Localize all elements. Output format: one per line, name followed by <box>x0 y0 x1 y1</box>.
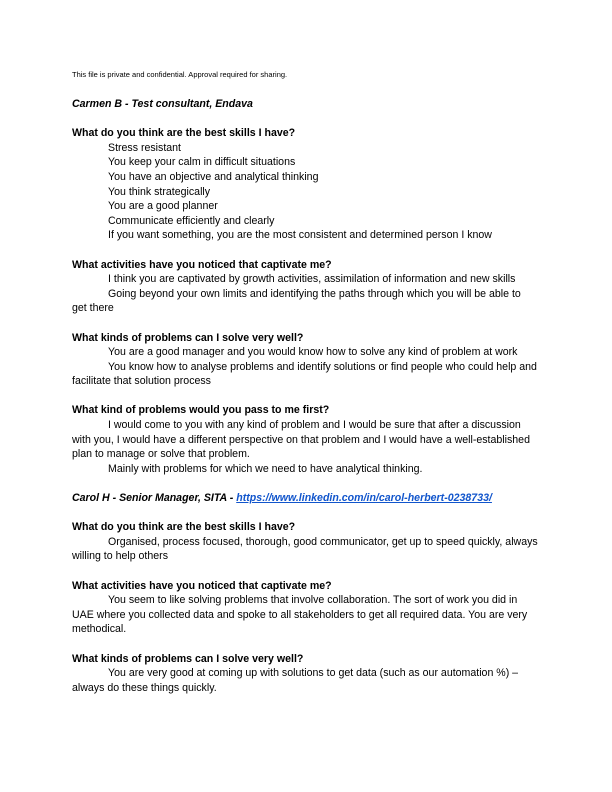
question-heading: What kinds of problems can I solve very well? <box>72 331 304 344</box>
question-heading: What activities have you noticed that captivate me? <box>72 258 332 271</box>
answer-paragraph: Mainly with problems for which we need to have analytical thinking. <box>108 462 423 475</box>
list-item: You think strategically <box>108 185 211 198</box>
person-heading-carol <box>72 491 538 506</box>
list-item: If you want something, you are the most consistent and determined person I know <box>108 229 492 242</box>
section-problems-passed <box>72 403 538 476</box>
question-heading: What do you think are the best skills I have? <box>72 521 296 534</box>
section-problems-solved <box>72 331 538 389</box>
answer-paragraph: I think you are captivated by growth activities, assimilation of information and new skills <box>108 273 516 286</box>
answer-paragraph: Organised, process focused, thorough, good communicator, get up to speed quickly, always willing to help others <box>72 535 538 563</box>
answer-paragraph: You seem to like solving problems that involve collaboration. The sort of work you did in UAE where you collected data and spoke to all stakeholders to get all required data. You are very methodical. <box>72 594 528 636</box>
person-name: Carol H - Senior Manager, SITA - <box>72 492 237 505</box>
answer-paragraph: You are a good manager and you would know how to solve any kind of problem at work <box>108 346 518 359</box>
section-best-skills <box>72 520 538 564</box>
answer-paragraph: You are very good at coming up with solutions to get data (such as our automation %) – always do these things quickly. <box>72 667 519 694</box>
confidentiality-notice: This file is private and confidential. Approval required for sharing. <box>72 70 288 79</box>
document-body <box>72 97 538 710</box>
list-item: Communicate efficiently and clearly <box>108 214 275 227</box>
question-heading: What activities have you noticed that captivate me? <box>72 579 332 592</box>
section-captivating-activities <box>72 258 538 316</box>
list-item: You have an objective and analytical thinking <box>108 170 319 183</box>
list-item: You are a good planner <box>108 200 218 213</box>
question-heading: What kinds of problems can I solve very well? <box>72 652 304 665</box>
question-heading: What kind of problems would you pass to me first? <box>72 404 330 417</box>
answer-paragraph: Going beyond your own limits and identifying the paths through which you will be able to get there <box>72 287 521 315</box>
section-best-skills <box>72 126 538 243</box>
section-problems-solved <box>72 652 538 696</box>
answer-paragraph: You know how to analyse problems and identify solutions or find people who could help and facilitate that solution process <box>72 360 537 388</box>
question-heading: What do you think are the best skills I have? <box>72 127 296 140</box>
list-item: You keep your calm in difficult situations <box>108 156 296 169</box>
answer-paragraph: I would come to you with any kind of problem and I would be sure that after a discussion with you, I would have a different perspective on that problem and I would have a well-established plan to manage or solve that problem. <box>72 419 530 461</box>
linkedin-link[interactable]: https://www.linkedin.com/in/carol-herbert-0238733/ <box>236 492 492 505</box>
person-heading-carmen: Carmen B - Test consultant, Endava <box>72 98 253 110</box>
section-captivating-activities <box>72 579 538 637</box>
list-item: Stress resistant <box>108 141 182 154</box>
